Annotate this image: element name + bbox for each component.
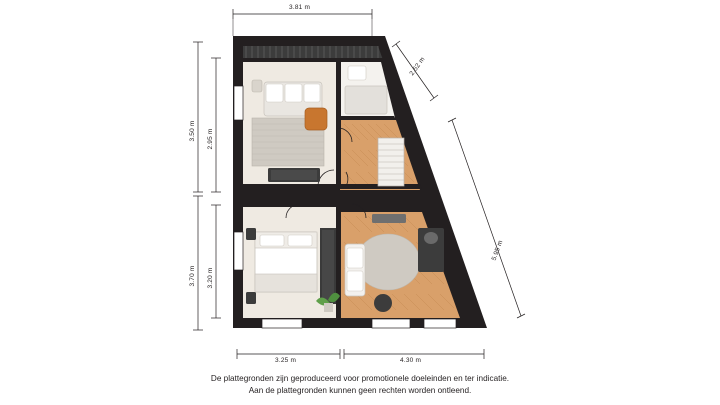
terrace-area xyxy=(243,46,383,60)
dimension-bottom-right: 4.30 m xyxy=(400,357,422,364)
dimension-left-inner-lower: 3.20 m xyxy=(207,267,214,289)
dimension-top: 3.81 m xyxy=(289,4,311,11)
dimension-bottom-left: 3.25 m xyxy=(275,357,297,364)
dimension-right-lower: 5.95 m xyxy=(490,239,505,262)
dimension-left-inner-upper: 2.95 m xyxy=(207,128,214,150)
staircase xyxy=(378,138,404,186)
footer-disclaimer xyxy=(0,373,720,397)
dimension-left-outer-lower: 3.70 m xyxy=(189,265,196,287)
footer-line-1: De plattegronden zijn geproduceerd voor promotionele doeleinden en ter indicatie. xyxy=(210,374,510,383)
dimension-left-outer-upper: 3.50 m xyxy=(189,120,196,142)
footer-line-2: Aan de plattegronden kunnen geen rechten worden ontleend. xyxy=(248,386,472,395)
dimension-right-upper: 2.52 m xyxy=(408,55,427,78)
